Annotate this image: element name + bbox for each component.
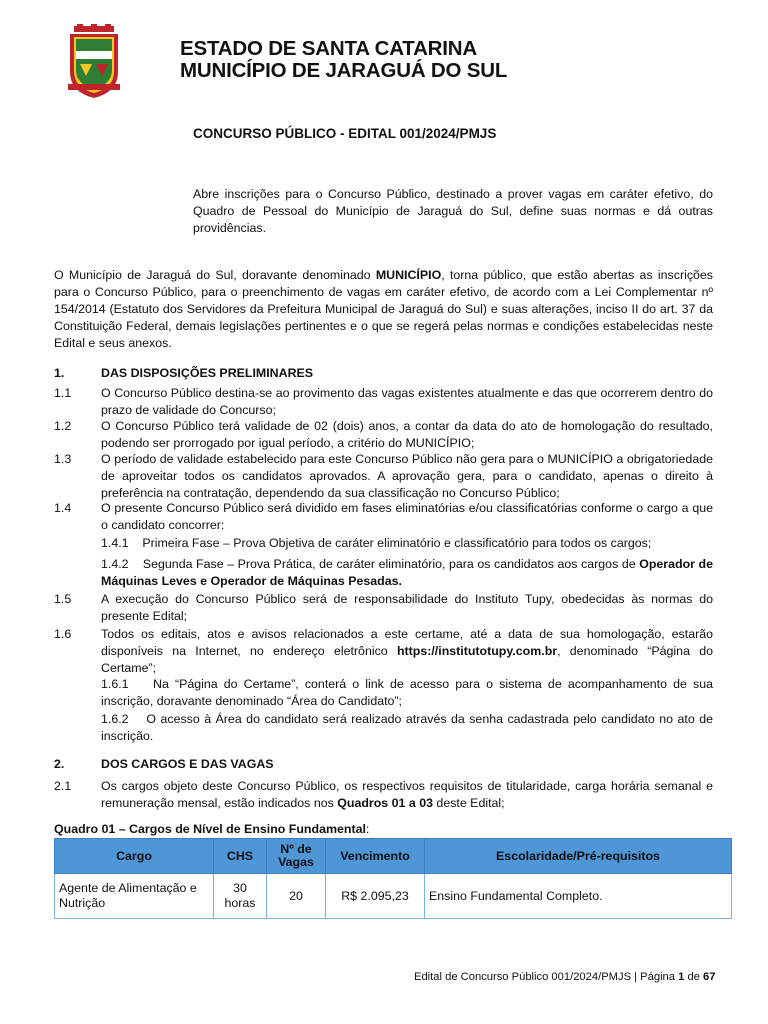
page-number: 1	[678, 971, 685, 983]
page-total: 67	[703, 971, 716, 983]
item-number: 1.6	[54, 627, 72, 641]
item-number: 2.1	[54, 779, 72, 793]
site-link[interactable]: https://institutotupy.com.br	[396, 644, 558, 658]
table-cell: 20	[267, 874, 326, 919]
section-title: DAS DISPOSIÇÕES PRELIMINARES	[101, 366, 314, 380]
column-header: Nº de Vagas	[267, 839, 326, 874]
column-header: Cargo	[55, 839, 214, 874]
table-cell: R$ 2.095,23	[326, 874, 425, 919]
item-number: 1.5	[54, 592, 72, 606]
item-text: Todos os editais, atos e avisos relacionados a este certame, até a data de sua homologação, estarão disponíveis na Internet, no endereço eletrônico https://institutotupy.com.br, denominado “Página do Certame”;	[101, 627, 713, 675]
item-number: 1.2	[54, 419, 72, 433]
item-number: 1.4	[54, 501, 72, 515]
header-state: ESTADO DE SANTA CATARINA	[180, 37, 477, 60]
table-cell: Ensino Fundamental Completo.	[425, 874, 732, 919]
item-number: 1.3	[54, 452, 72, 466]
table-cell: 30 horas	[214, 874, 267, 919]
section-number: 2.	[54, 757, 65, 771]
header-municipality: MUNICÍPIO DE JARAGUÁ DO SUL	[180, 59, 508, 82]
item-text: O Concurso Público terá validade de 02 (dois) anos, a contar da data do ato de homologação do resultado, podendo ser prorrogado por igual período, a critério do MUNICÍPIO;	[101, 419, 713, 450]
column-header: CHS	[214, 839, 267, 874]
item-text: O presente Concurso Público será dividido em fases eliminatórias e/ou classificatórias conforme o cargo a que o candidato concorrer:	[101, 501, 713, 532]
ementa: Abre inscrições para o Concurso Público, destinado a prover vagas em caráter efetivo, do Quadro de Pessoal do Município de Jaraguá do Sul, define suas normas e dá outras providências.	[193, 187, 713, 235]
page-title: CONCURSO PÚBLICO - EDITAL 001/2024/PMJS	[193, 126, 497, 141]
subitem: 1.6.2 O acesso à Área do candidato será realizado através da senha cadastrada pelo candidato no ato de inscrição.	[101, 712, 713, 743]
item-text: A execução do Concurso Público será de responsabilidade do Instituto Tupy, obedecidas às normas do presente Edital;	[101, 592, 713, 623]
table-caption: Quadro 01 – Cargos de Nível de Ensino Fundamental:	[54, 822, 370, 836]
table-row	[55, 874, 732, 919]
page-footer: Edital de Concurso Público 001/2024/PMJS | Página 1 de 67	[414, 971, 716, 983]
item-text: Os cargos objeto deste Concurso Público, os respectivos requisitos de titularidade, carga horária semanal e remuneração mensal, estão indicados nos Quadros 01 a 03 deste Edital;	[101, 779, 713, 810]
section-number: 1.	[54, 366, 65, 380]
intro-paragraph: O Município de Jaraguá do Sul, doravante denominado MUNICÍPIO, torna público, que estão abertas as inscrições para o Concurso Público, para o preenchimento de vagas em caráter efetivo, de acordo com a Lei Complementar nº 154/2014 (Estatuto dos Servidores da Prefeitura Municipal de Jaraguá do Sul) e suas alterações, inciso II do art. 37 da Constituição Federal, demais legislações pertinentes e o que se regerá pelas normas e condições estabelecidas neste Edital e seus anexos.	[54, 268, 713, 350]
table-cell: Agente de Alimentação e Nutrição	[55, 874, 214, 919]
subitem: 1.6.1 Na “Página do Certame”, conterá o link de acesso para o sistema de acompanhamento de sua inscrição, doravante denominado “Área do Candidato”;	[101, 677, 713, 708]
section-title: DOS CARGOS E DAS VAGAS	[101, 757, 274, 771]
subitem: 1.4.2 Segunda Fase – Prova Prática, de caráter eliminatório, para os candidatos aos cargos de Operador de Máquinas Leves e Operador de Máquinas Pesadas.	[101, 557, 713, 588]
item-number: 1.1	[54, 386, 72, 400]
item-text: O período de validade estabelecido para este Concurso Público não gera para o MUNICÍPIO a obrigatoriedade de aproveitar todos os candidatos aprovados. A aprovação gera, para o candidato, apenas o direito à preferência na contratação, dependendo da sua classificação no Concurso Público;	[101, 452, 713, 500]
cargos-table	[54, 838, 732, 919]
table-header-row	[55, 839, 732, 874]
subitem: 1.4.1 Primeira Fase – Prova Objetiva de caráter eliminatório e classificatório para todos os cargos;	[101, 536, 652, 550]
column-header: Escolaridade/Pré-requisitos	[425, 839, 732, 874]
column-header: Vencimento	[326, 839, 425, 874]
coat-of-arms-icon	[62, 24, 126, 100]
item-text: O Concurso Público destina-se ao provimento das vagas existentes atualmente e das que ocorrerem dentro do prazo de validade do Concurso;	[101, 386, 713, 417]
